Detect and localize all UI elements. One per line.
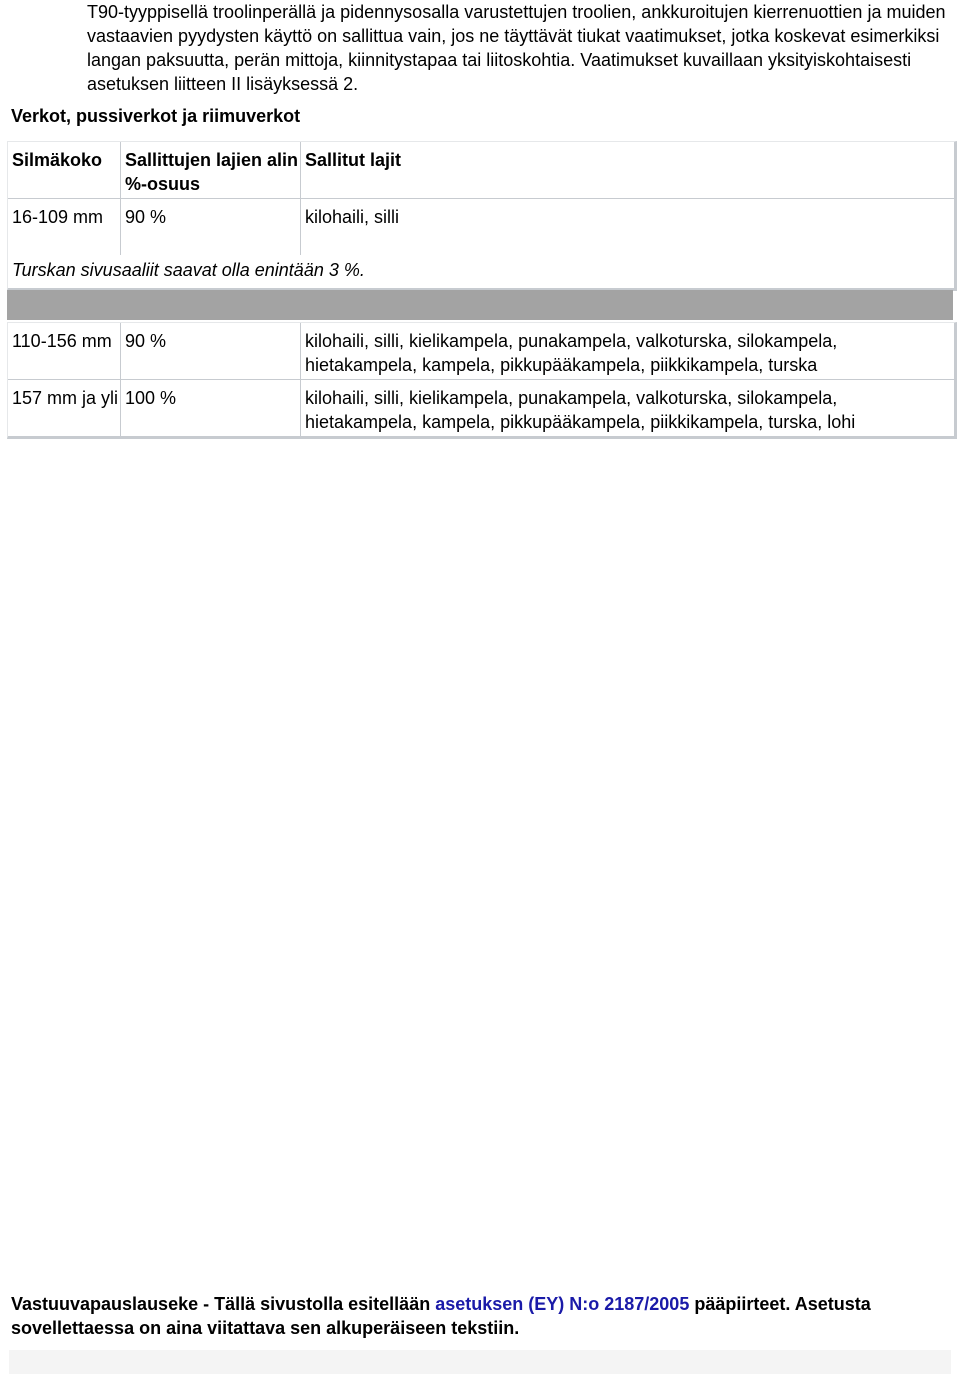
table-row <box>8 379 954 436</box>
header-mesh-size: Silmäkoko <box>12 150 103 170</box>
table-row <box>8 323 954 379</box>
cell-mesh-size: 16-109 mm <box>8 198 120 255</box>
cell-species: kilohaili, silli, kielikampela, punakampela, valkoturska, silokampela, hietakampela, kampela, pikkupääkampela, piikkikampela, turska <box>300 323 954 379</box>
cell-min-percent: 100 % <box>120 379 300 436</box>
cell-mesh-size: 157 mm ja yli <box>8 379 120 436</box>
header-allowed-species: Sallitut lajit <box>300 142 954 198</box>
section-title: Verkot, pussiverkot ja riimuverkot <box>11 106 301 126</box>
intro-paragraph: T90-tyyppisellä troolinperällä ja pidennysosalla varustettujen troolien, ankkuroitujen kierrenuottien ja muiden vastaavien pyydysten käyttö on sallittua vain, jos ne täyttävät tiukat vaatimukset, jotka koskevat esimerkiksi langan paksuutta, perän mittoja, kiinnitystapaa tai liitoskohtia. Vaatimukset kuvaillaan yksityiskohtaisesti asetuksen liitteen II lisäyksessä 2. <box>87 2 946 94</box>
disclaimer-text-before: Vastuuvapauslauseke - Tällä sivustolla esitellään <box>11 1294 436 1314</box>
regulation-link[interactable]: asetuksen (EY) N:o 2187/2005 <box>435 1294 690 1314</box>
cell-min-percent: 90 % <box>120 323 300 379</box>
disclaimer <box>11 1292 951 1340</box>
header-min-percent: Sallittujen lajien alin %-osuus <box>120 142 300 198</box>
table-note-row <box>8 255 954 288</box>
cell-min-percent: 90 % <box>120 198 300 255</box>
bottom-bar <box>9 1350 951 1374</box>
disclaimer-text-after: pääpiirteet. Asetusta sovellettaessa on aina viitattava sen alkuperäiseen tekstiin. <box>11 1294 871 1338</box>
cell-species: kilohaili, silli <box>300 198 954 255</box>
mesh-table-1 <box>7 141 957 291</box>
cell-mesh-size: 110-156 mm <box>12 331 112 351</box>
table-header-row <box>8 142 954 198</box>
cell-species: kilohaili, silli, kielikampela, punakampela, valkoturska, silokampela, hietakampela, kampela, pikkupääkampela, piikkikampela, turska, lohi <box>300 379 954 436</box>
bycatch-note: Turskan sivusaaliit saavat olla enintään 3 %. <box>12 260 365 280</box>
table-separator-band <box>7 290 953 320</box>
table-row <box>8 198 954 255</box>
mesh-table-2 <box>7 322 957 439</box>
